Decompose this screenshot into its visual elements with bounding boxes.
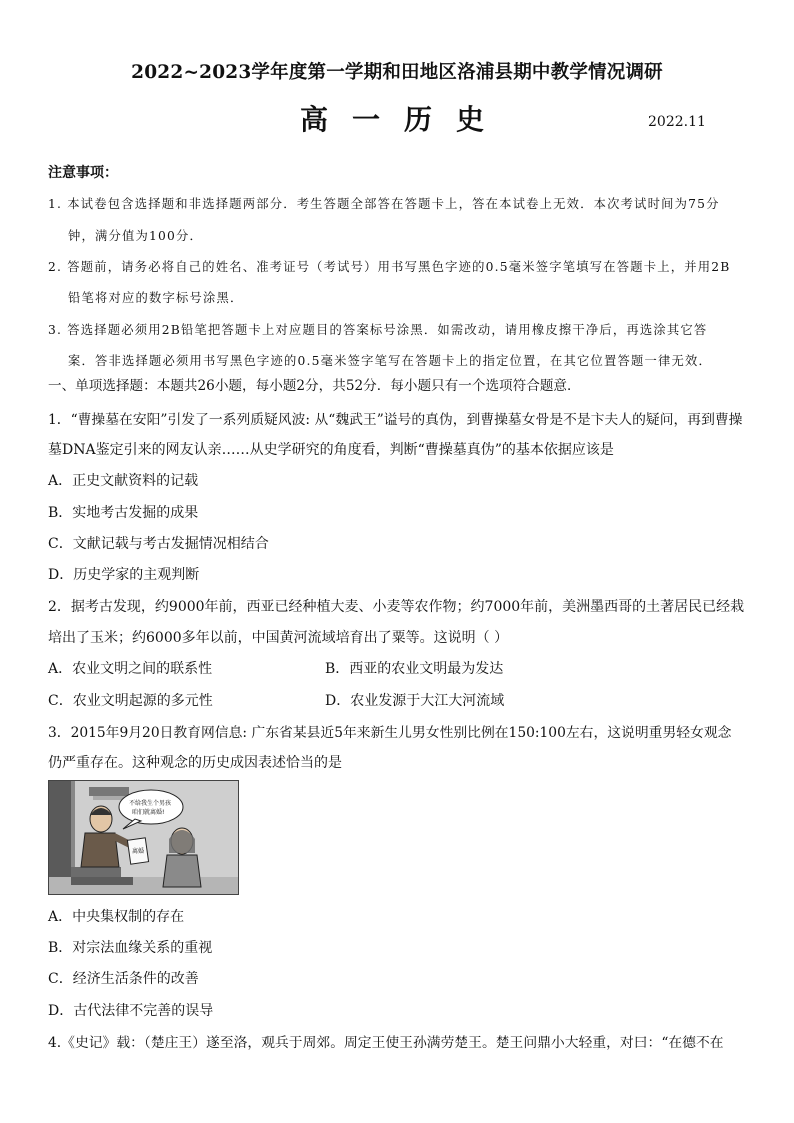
- question-3-stem-cont: 仍严重存在。这种观念的历史成因表述恰当的是: [48, 755, 342, 771]
- notice-line: 案．答非选择题必须用书写黑色字迹的0.5毫米签字笔写在答题卡上的指定位置，在其它位置答题一律无效．: [68, 354, 713, 368]
- section-heading: 一、单项选择题：本题共26小题，每小题2分，共52分．每小题只有一个选项符合题意．: [48, 378, 581, 394]
- notice-line: 1. 本试卷包含选择题和非选择题两部分．考生答题全部答在答题卡上，答在本试卷上无效．本次考试时间为75分: [48, 197, 720, 211]
- notice-heading: 注意事项：: [48, 165, 118, 181]
- q2-option-b: B．西亚的农业文明最为发达: [325, 661, 504, 677]
- q3-option-a: A．中央集权制的存在: [48, 909, 185, 925]
- question-4-stem: 4.《史记》载：（楚庄王）遂至洛，观兵于周郊。周定王使王孙满劳楚王。楚王问鼎小大轻重，对曰：“在德不在: [48, 1035, 724, 1051]
- notice-line: 2. 答题前，请务必将自己的姓名、准考证号（考试号）用书写黑色字迹的0.5毫米签字笔填写在答题卡上，并用2B: [48, 260, 731, 274]
- paper-text: 离婚: [132, 848, 145, 855]
- question-2-stem-cont: 培出了玉米；约6000多年以前，中国黄河流域培育出了粟等。这说明（ ）: [48, 630, 509, 646]
- cartoon-drawing: [49, 781, 238, 894]
- exam-title: 2022~2023学年度第一学期和田地区洛浦县期中教学情况调研: [131, 62, 663, 83]
- cartoon-illustration: [48, 780, 239, 895]
- notice-line: 铅笔将对应的数字标号涂黑．: [68, 291, 244, 305]
- question-1-stem: 1．“曹操墓在安阳”引发了一系列质疑风波: 从“魏武王”谥号的真伪，到曹操墓女骨是不是卞夫人的疑问，再到曹操: [48, 412, 743, 428]
- exam-date: 2022.11: [648, 114, 706, 130]
- subject-title: 高一历史: [300, 103, 509, 136]
- q3-option-c: C．经济生活条件的改善: [48, 971, 199, 987]
- q3-option-b: B．对宗法血缘关系的重视: [48, 940, 213, 956]
- q1-option-a: A．正史文献资料的记载: [48, 473, 199, 489]
- q2-option-d: D．农业发源于大江大河流域: [325, 693, 505, 709]
- notice-line: 钟，满分值为100分．: [68, 229, 204, 243]
- question-1-stem-cont: 墓DNA鉴定引来的网友认亲……从史学研究的角度看，判断“曹操墓真伪”的基本依据应该是: [48, 442, 614, 458]
- q3-option-d: D．古代法律不完善的误导: [48, 1003, 214, 1019]
- q1-option-d: D．历史学家的主观判断: [48, 567, 200, 583]
- question-3-stem: 3．2015年9月20日教育网信息: 广东省某县近5年来新生儿男女性别比例在150:100左右，这说明重男轻女观念: [48, 725, 732, 741]
- q2-option-a: A．农业文明之间的联系性: [48, 661, 213, 677]
- q1-option-b: B．实地考古发掘的成果: [48, 505, 199, 521]
- speech-line-2: 咱们就离婚!: [132, 809, 165, 816]
- question-2-stem: 2．据考古发现，约9000年前，西亚已经种植大麦、小麦等农作物；约7000年前，美洲墨西哥的土著居民已经栽: [48, 599, 745, 615]
- speech-line-1: 不给我生个男孩: [129, 800, 172, 807]
- q2-option-c: C．农业文明起源的多元性: [48, 693, 213, 709]
- notice-line: 3. 答选择题必须用2B铅笔把答题卡上对应题目的答案标号涂黑．如需改动，请用橡皮擦干净后，再选涂其它答: [48, 323, 708, 337]
- q1-option-c: C．文献记载与考古发掘情况相结合: [48, 536, 269, 552]
